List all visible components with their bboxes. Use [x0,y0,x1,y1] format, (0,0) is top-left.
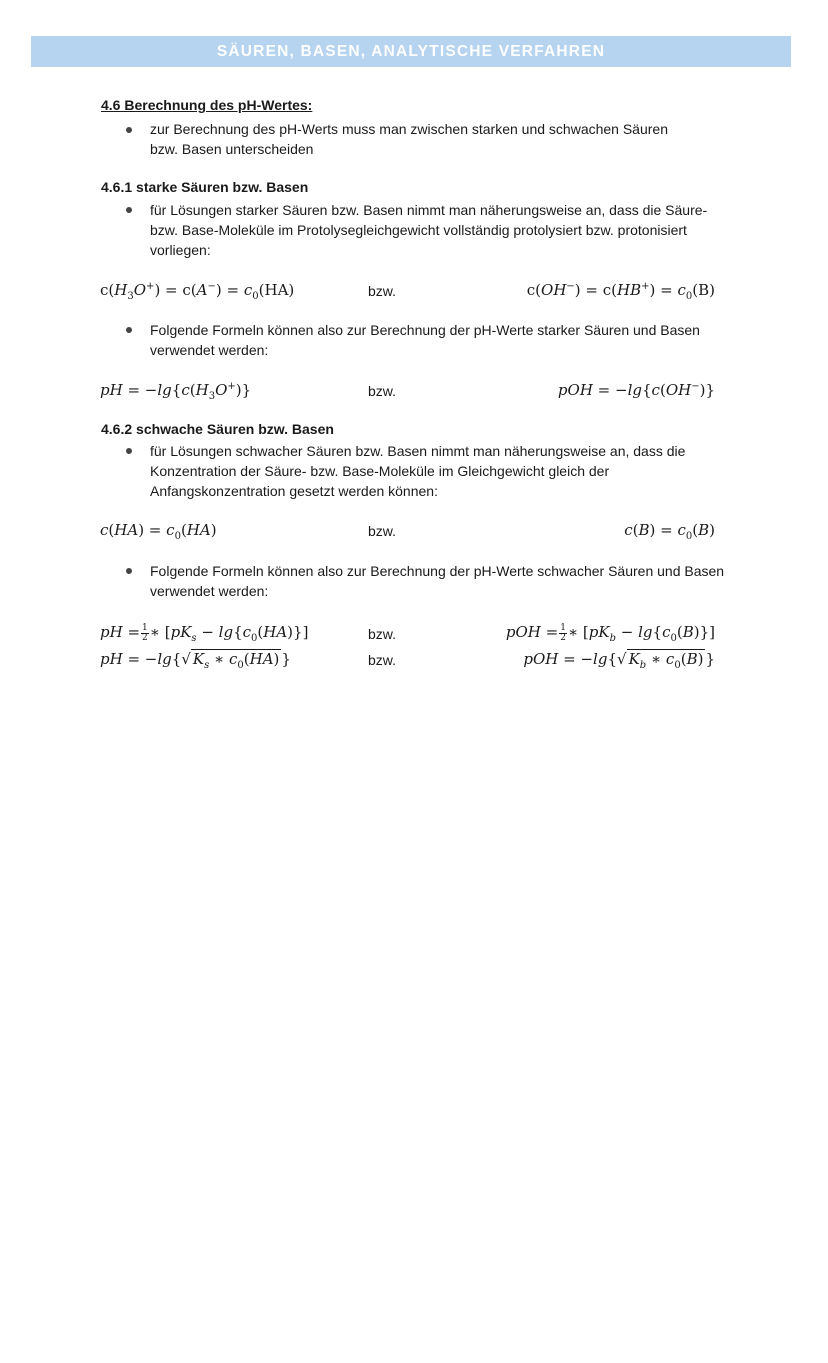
formula-ph-weak-1: pH = $\frac{1}{2}$ ∗ $[pK_s - \lg\{c_0(HA)\}]$ [100,622,309,644]
formula-poh-strong: pOH = −lg{c(OH−)} [557,381,715,399]
bullet-text: für Lösungen schwacher Säuren bzw. Basen nimmt man näherungsweise an, dass die Konzentration der Säure- bzw. Base-Moleküle im Gleichgewicht gleich der Anfangskonzentration gesetzt werden können: [150,443,686,499]
bullet-line-2: bzw. Basen unterscheiden [150,141,314,157]
formula-strong-acid: $c(H_3O^+) = c(A^-) = c_0(HA)$ [100,281,295,302]
section-heading-4-6-1: 4.6.1 starke Säuren bzw. Basen [101,179,309,195]
page-header-banner: SÄUREN, BASEN, ANALYTISCHE VERFAHREN [31,36,791,67]
formula-weak-base-conc: $c(B) = c_0(B)$ [624,521,715,542]
bullet-dot [126,448,132,454]
bullet-dot [126,327,132,333]
bullet-dot [126,207,132,213]
bullet-text: für Lösungen starker Säuren bzw. Basen nimmt man näherungsweise an, dass die Säure- bzw. Base-Moleküle im Protolysegleichgewicht vollständig protolysiert bzw. protonisiert vorliegen: [150,202,708,258]
bullet-line-1: zur Berechnung des pH-Werts muss man zwischen starken und schwachen Säuren [150,121,668,137]
formula-strong-base: $c(OH^-) = c(HB^+) = c_0(B)$ [526,281,715,302]
connector-bzw: bzw. [368,383,397,399]
bullet-dot [126,127,132,133]
bullet-text: Folgende Formeln können also zur Berechnung der pH-Werte schwacher Säuren und Basen verwendet werden: [150,563,725,599]
formula-ph-weak-2: pH = −lg{√ $K_s$ ∗ $c_0(HA)$ } [100,650,291,671]
connector-bzw: bzw. [368,523,397,539]
connector-bzw: bzw. [368,283,397,299]
formula-poh-weak-1: pOH = $\frac{1}{2}$ ∗ $[pK_b - \lg\{c_0(B)\}]$ [505,622,715,644]
formula-weak-acid-conc: $c(HA) = c_0(HA)$ [100,521,217,542]
formula-ph-strong: pH = $-\lg\{c(H_3O^+)\}$ [100,381,252,402]
connector-bzw: bzw. [368,626,397,642]
section-heading-4-6-2: 4.6.2 schwache Säuren bzw. Basen [101,421,334,437]
bullet-text [150,119,730,159]
connector-bzw: bzw. [368,652,397,668]
formula-poh-weak-2: pOH = −lg{√ $K_b$ ∗ $c_0(B)$ } [523,650,715,671]
bullet-text: Folgende Formeln können also zur Berechnung der pH-Werte starker Säuren und Basen verwendet werden: [150,322,700,358]
bullet-dot [126,568,132,574]
section-heading-4-6: 4.6 Berechnung des pH-Wertes: [101,97,313,113]
